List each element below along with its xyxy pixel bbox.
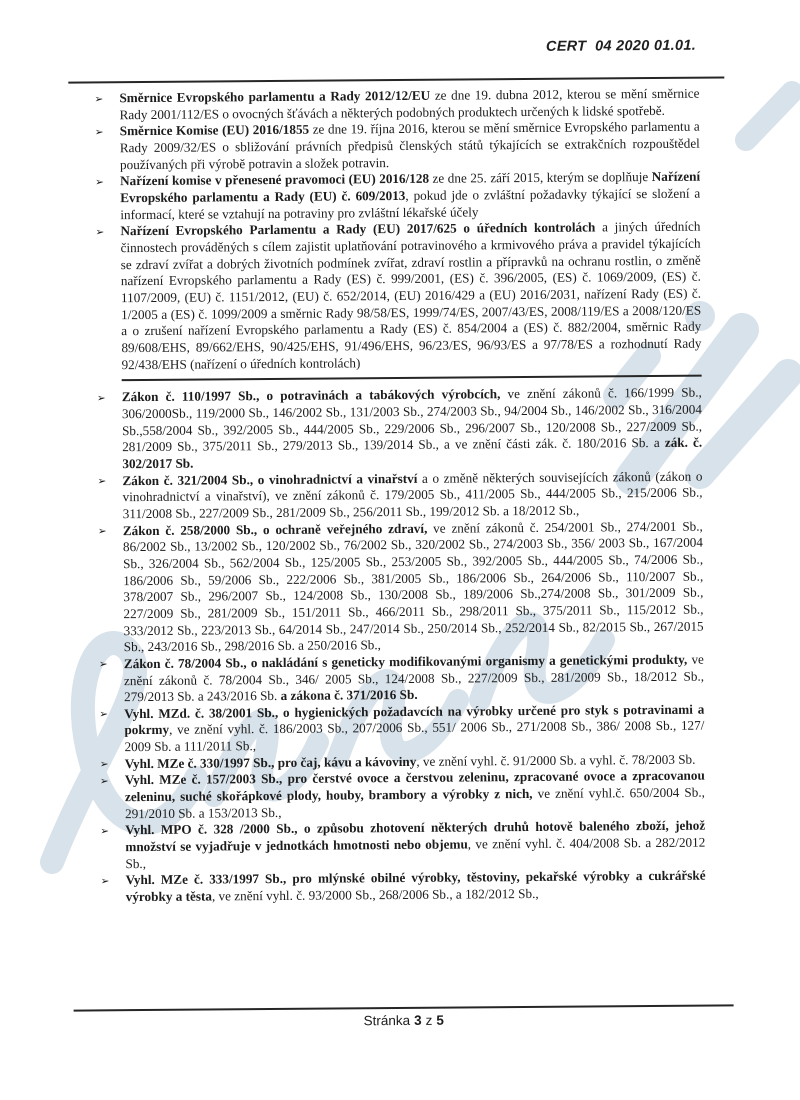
section-national-legislation xyxy=(96,385,706,906)
item-text: Vyhl. MZe č. 333/1997 Sb., pro mlýnské obilné výrobky, těstoviny, pekařské výrobky a cukrářské výrobky a těsta, ve znění vyhl. č. 93/2000 Sb., 268/2006 Sb., a 182/2012 Sb., xyxy=(125,867,706,905)
section-divider-rule xyxy=(122,375,702,382)
list-item xyxy=(100,868,706,906)
footer-page-number: 3 xyxy=(414,1012,422,1028)
list-item xyxy=(97,518,704,656)
list-item xyxy=(94,169,700,224)
footer-total-pages: 5 xyxy=(436,1012,444,1028)
bullet-arrow-icon: ➢ xyxy=(95,226,105,239)
document-code: CERT 04 2020 01.01. xyxy=(545,37,697,55)
list-item xyxy=(99,768,705,823)
item-text: Zákon č. 258/2000 Sb., o ochraně veřejného zdraví, ve znění zákonů č. 254/2001 Sb., 274/2001 Sb., 86/2002 Sb., 13/2002 Sb., 120/2002 Sb., 76/2002 Sb., 320/2002 Sb., 274/2003 Sb., 356/ 2003 Sb., 167/2004 Sb., 326/2004 Sb., 562/2004 Sb., 125/2005 Sb., 253/2005 Sb., 392/2005 Sb., 444/2005 Sb., 74/2006 Sb., 186/2006 Sb., 59/2006 Sb., 222/2006 Sb., 381/2005 Sb., 186/2006 Sb., 264/2006 Sb., 110/2007 Sb., 378/2007 Sb., 296/2007 Sb., 124/2008 Sb., 130/2008 Sb., 189/2006 Sb.,274/2008 Sb., 301/2009 Sb., 227/2009 Sb., 281/2009 Sb., 151/2011 Sb., 466/2011 Sb., 298/2011 Sb., 375/2011 Sb., 115/2012 Sb., 333/2012 Sb., 223/2013 Sb., 64/2014 Sb., 247/2014 Sb., 250/2014 Sb., 252/2014 Sb., 82/2015 Sb., 267/2015 Sb., 243/2016 Sb., 298/2016 Sb. a 250/2016 Sb., xyxy=(122,518,704,655)
list-item xyxy=(98,651,704,706)
bullet-arrow-icon: ➢ xyxy=(97,525,107,538)
list-item xyxy=(94,119,700,174)
bullet-arrow-icon: ➢ xyxy=(99,775,109,788)
list-item xyxy=(93,86,699,124)
bullet-arrow-icon: ➢ xyxy=(96,392,106,405)
item-text: Vyhl. MPO č. 328 /2000 Sb., o způsobu zhotovení některých druhů hotově baleného zboží, jehož množství se vyjadřuje v jednotkách hmotnosti nebo objemu, ve znění vyhl. č. 404/2008 Sb. a 282/2012 Sb., xyxy=(125,818,706,871)
footer-of-word: z xyxy=(425,1012,433,1028)
item-text: Vyhl. MZe č. 330/1997 Sb., pro čaj, kávu a kávoviny, ve znění vyhl. č. 91/2000 Sb. a vyhl. č. 78/2003 Sb. xyxy=(124,751,696,771)
bullet-arrow-icon: ➢ xyxy=(100,825,110,838)
list-item xyxy=(94,219,701,374)
list-item xyxy=(99,818,705,873)
bullet-arrow-icon: ➢ xyxy=(97,475,107,488)
bullet-arrow-icon: ➢ xyxy=(94,92,104,105)
item-text: Zákon č. 110/1997 Sb., o potravinách a tabákových výrobcích, ve znění zákonů č. 166/1999 Sb., 306/2000Sb., 119/2000 Sb., 146/2002 Sb., 131/2003 Sb., 274/2003 Sb., 94/2004 Sb., 146/2002 Sb., 316/2004 Sb.,558/2004 Sb., 392/2005 Sb., 444/2005 Sb., 229/2006 Sb., 296/2007 Sb., 120/2008 Sb., 227/2009 Sb., 281/2009 Sb., 375/2011 Sb., 279/2013 Sb., 139/2014 Sb., a ve znění části zák. č. 180/2016 Sb. a zák. č. 302/2017 Sb. xyxy=(121,384,703,472)
item-text: Směrnice Evropského parlamentu a Rady 2012/12/EU ze dne 19. dubna 2012, kterou se mění směrnice Rady 2001/112/ES o ovocných šťávách a některých podobných produktech určených k lidské spotřebě. xyxy=(119,85,700,122)
bullet-arrow-icon: ➢ xyxy=(98,658,108,671)
bullet-arrow-icon: ➢ xyxy=(100,875,110,888)
item-text: Směrnice Komise (EU) 2016/1855 ze dne 19. října 2016, kterou se mění směrnice Evropského parlamentu a Rady 2009/32/ES o sbližování právních předpisů členských států týkajících se extrakčních rozpouštědel používaných při výrobě potravin a složek potravin. xyxy=(119,118,700,172)
item-text: Vyhl. MZd. č. 38/2001 Sb., o hygienických požadavcích na výrobky určené pro styk s potravinami a pokrmy, ve znění vyhl. č. 186/2003 Sb., 207/2006 Sb., 551/ 2006 Sb., 271/2008 Sb., 386/ 2008 Sb., 127/ 2009 Sb. a 111/2011 Sb., xyxy=(124,701,705,755)
legal-list xyxy=(93,86,705,906)
item-text: Nařízení Evropského Parlamentu a Rady (EU) 2017/625 o úředních kontrolách a jiných úředních činnostech prováděných s cílem zajistit uplatňování potravinového a krmivového práva a pravidel týkajících se zdraví zvířat a dobrých životních podmínek zvířat, zdraví rostlin a přípravků na ochranu rostlin, o změně nařízení Evropského parlamentu a Rady (ES) č. 999/2001, (ES) č. 396/2005, (ES) č. 1069/2009, (ES) č. 1107/2009, (EU) č. 1151/2012, (EU) č. 652/2014, (EU) 2016/429 a (EU) 2016/2031, nařízení Rady (ES) č. 1/2005 a (ES) č. 1099/2009 a směrnic Rady 98/58/ES, 1999/74/ES, 2007/43/ES, 2008/119/ES a 2008/120/ES a o zrušení nařízení Evropského parlamentu a Rady (ES) č. 854/2004 a (ES) č. 882/2004, směrnic Rady 89/608/EHS, 89/662/EHS, 90/425/EHS, 91/496/EHS, 96/23/ES, 96/93/ES a 97/78/ES a rozhodnutí Rady 92/438/EHS (nařízení o úředních kontrolách) xyxy=(120,218,702,372)
bullet-arrow-icon: ➢ xyxy=(95,176,104,189)
footer-rule xyxy=(74,1004,734,1011)
list-item xyxy=(98,701,704,756)
page-footer xyxy=(4,1010,800,1031)
bullet-arrow-icon: ➢ xyxy=(94,126,104,139)
item-text: Zákon č. 78/2004 Sb., o nakládání s geneticky modifikovanými organismy a genetickými produkty, ve znění zákonů č. 78/2004 Sb., 346/ 2005 Sb., 124/2008 Sb., 227/2009 Sb., 281/2009 Sb., 18/2012 Sb., 279/2013 Sb. a 243/2016 Sb. a zákona č. 371/2016 Sb. xyxy=(123,651,705,705)
bullet-arrow-icon: ➢ xyxy=(99,708,109,721)
section-eu-legislation xyxy=(93,86,701,374)
list-item xyxy=(96,468,702,523)
bullet-arrow-icon: ➢ xyxy=(99,758,109,771)
header-rule xyxy=(68,76,724,84)
item-text: Zákon č. 321/2004 Sb., o vinohradnictví a vinařství a o změně některých souvisejících zákonů (zákon o vinohradnictví a vinařství), ve znění zákonů č. 179/2005 Sb., 411/2005 Sb., 444/2005 Sb., 215/2006 Sb., 311/2008 Sb., 227/2009 Sb., 281/2009 Sb., 256/2011 Sb., 199/2012 Sb. a 18/2012 Sb., xyxy=(122,468,703,522)
list-item xyxy=(96,385,703,473)
item-text: Nařízení komise v přenesené pravomoci (EU) 2016/128 ze dne 25. září 2015, kterým se doplňuje Nařízení Evropského parlamentu a Rady (EU) č. 609/2013, pokud jde o zvláštní požadavky týkající se složení a informací, které se vztahují na potraviny pro zvláštní lékařské účely xyxy=(120,168,701,222)
footer-prefix: Stránka xyxy=(363,1012,411,1029)
item-text: Vyhl. MZe č. 157/2003 Sb., pro čerstvé ovoce a čerstvou zeleninu, zpracované ovoce a zpracovanou zeleninu, suché skořápkové plody, houby, brambory a výrobky z nich, ve znění vyhl.č. 650/2004 Sb., 291/2010 Sb. a 153/2013 Sb., xyxy=(124,768,705,821)
